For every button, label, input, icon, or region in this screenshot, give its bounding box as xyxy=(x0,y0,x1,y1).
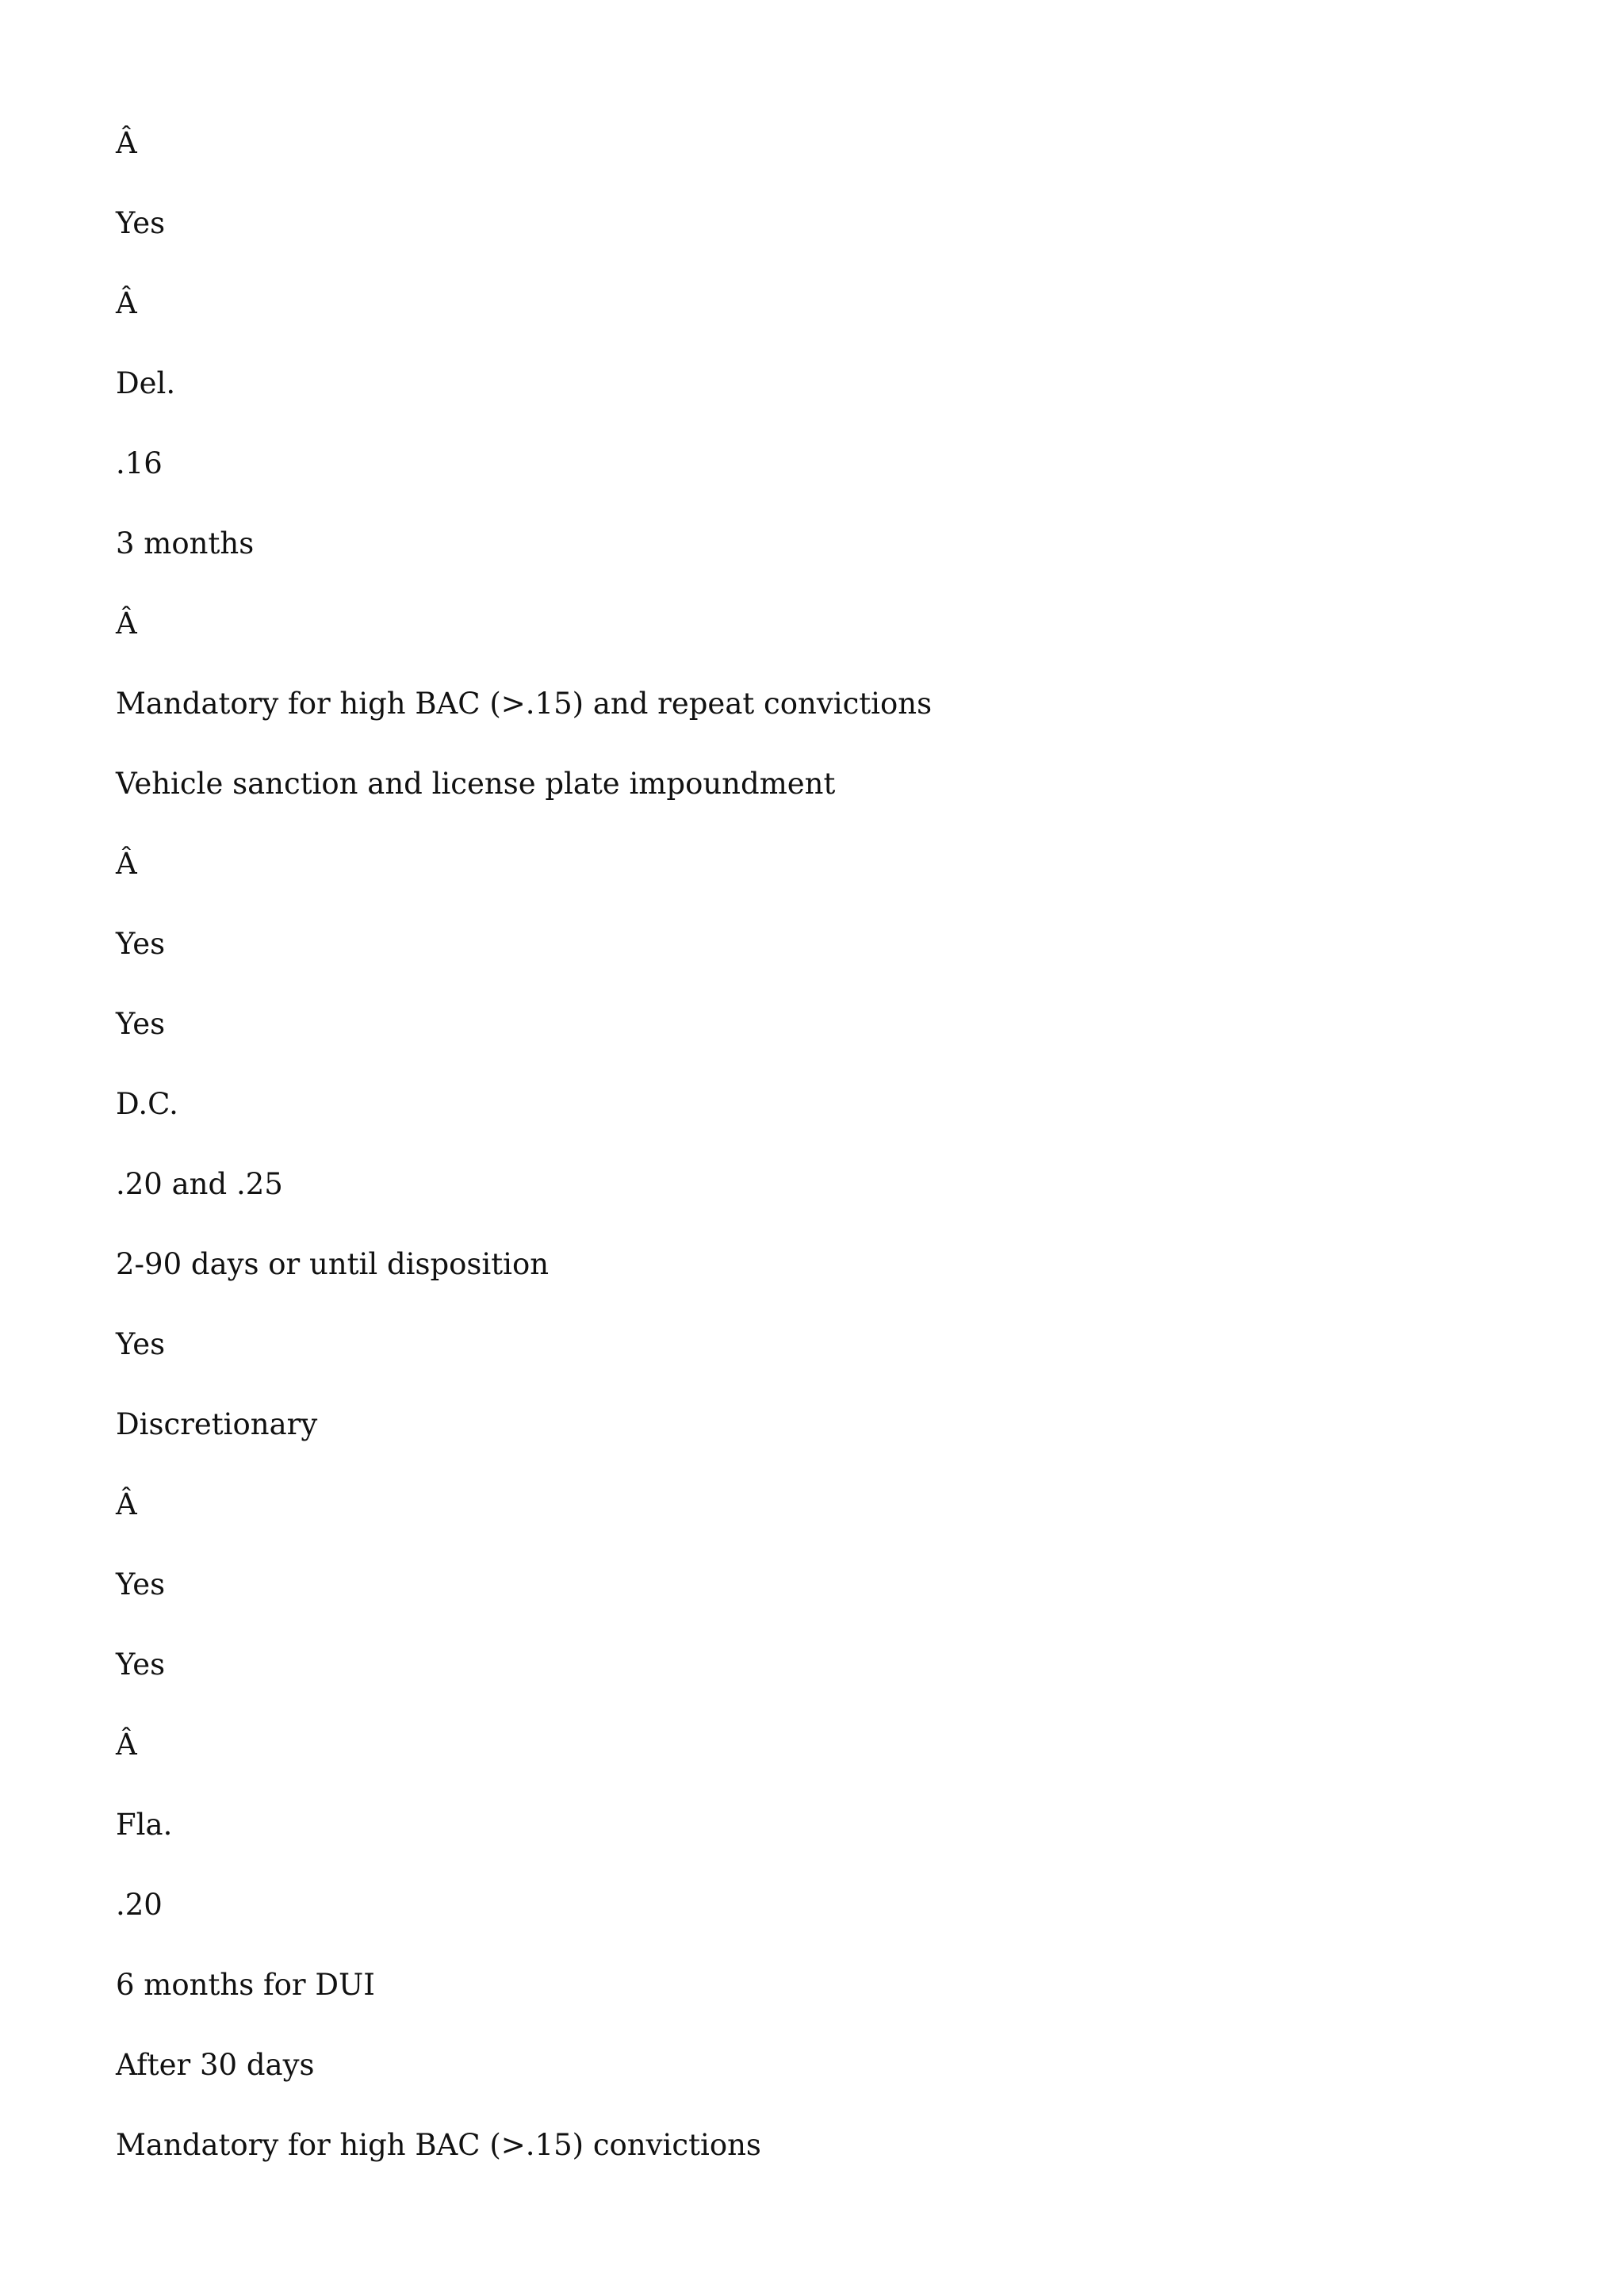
text-line: Â xyxy=(116,126,137,160)
text-line: Â xyxy=(116,847,137,881)
text-line: .16 xyxy=(116,446,163,480)
text-line: D.C. xyxy=(116,1087,178,1121)
text-line: Â xyxy=(116,1728,137,1762)
text-line: Mandatory for high BAC (>.15) convictions xyxy=(116,2128,761,2162)
text-line: 6 months for DUI xyxy=(116,1968,375,2002)
text-line: Discretionary xyxy=(116,1407,318,1441)
text-line: 2-90 days or until disposition xyxy=(116,1247,550,1281)
text-line: Â xyxy=(116,607,137,641)
text-line: Yes xyxy=(116,1327,166,1361)
text-line: Â xyxy=(116,1487,137,1521)
text-line: Fla. xyxy=(116,1808,173,1842)
text-line: Yes xyxy=(116,1647,166,1682)
text-line: Yes xyxy=(116,206,166,240)
text-line: Â xyxy=(116,286,137,320)
text-line: After 30 days xyxy=(116,2048,315,2082)
text-line: Yes xyxy=(116,1567,166,1601)
text-line: 3 months xyxy=(116,526,255,561)
text-line: .20 xyxy=(116,1888,163,1922)
text-line: Del. xyxy=(116,366,176,400)
text-line: .20 and .25 xyxy=(116,1167,283,1201)
text-line: Mandatory for high BAC (>.15) and repeat convictions xyxy=(116,687,933,721)
text-line: Yes xyxy=(116,927,166,961)
text-line: Yes xyxy=(116,1007,166,1041)
text-line: Vehicle sanction and license plate impoundment xyxy=(116,767,836,801)
